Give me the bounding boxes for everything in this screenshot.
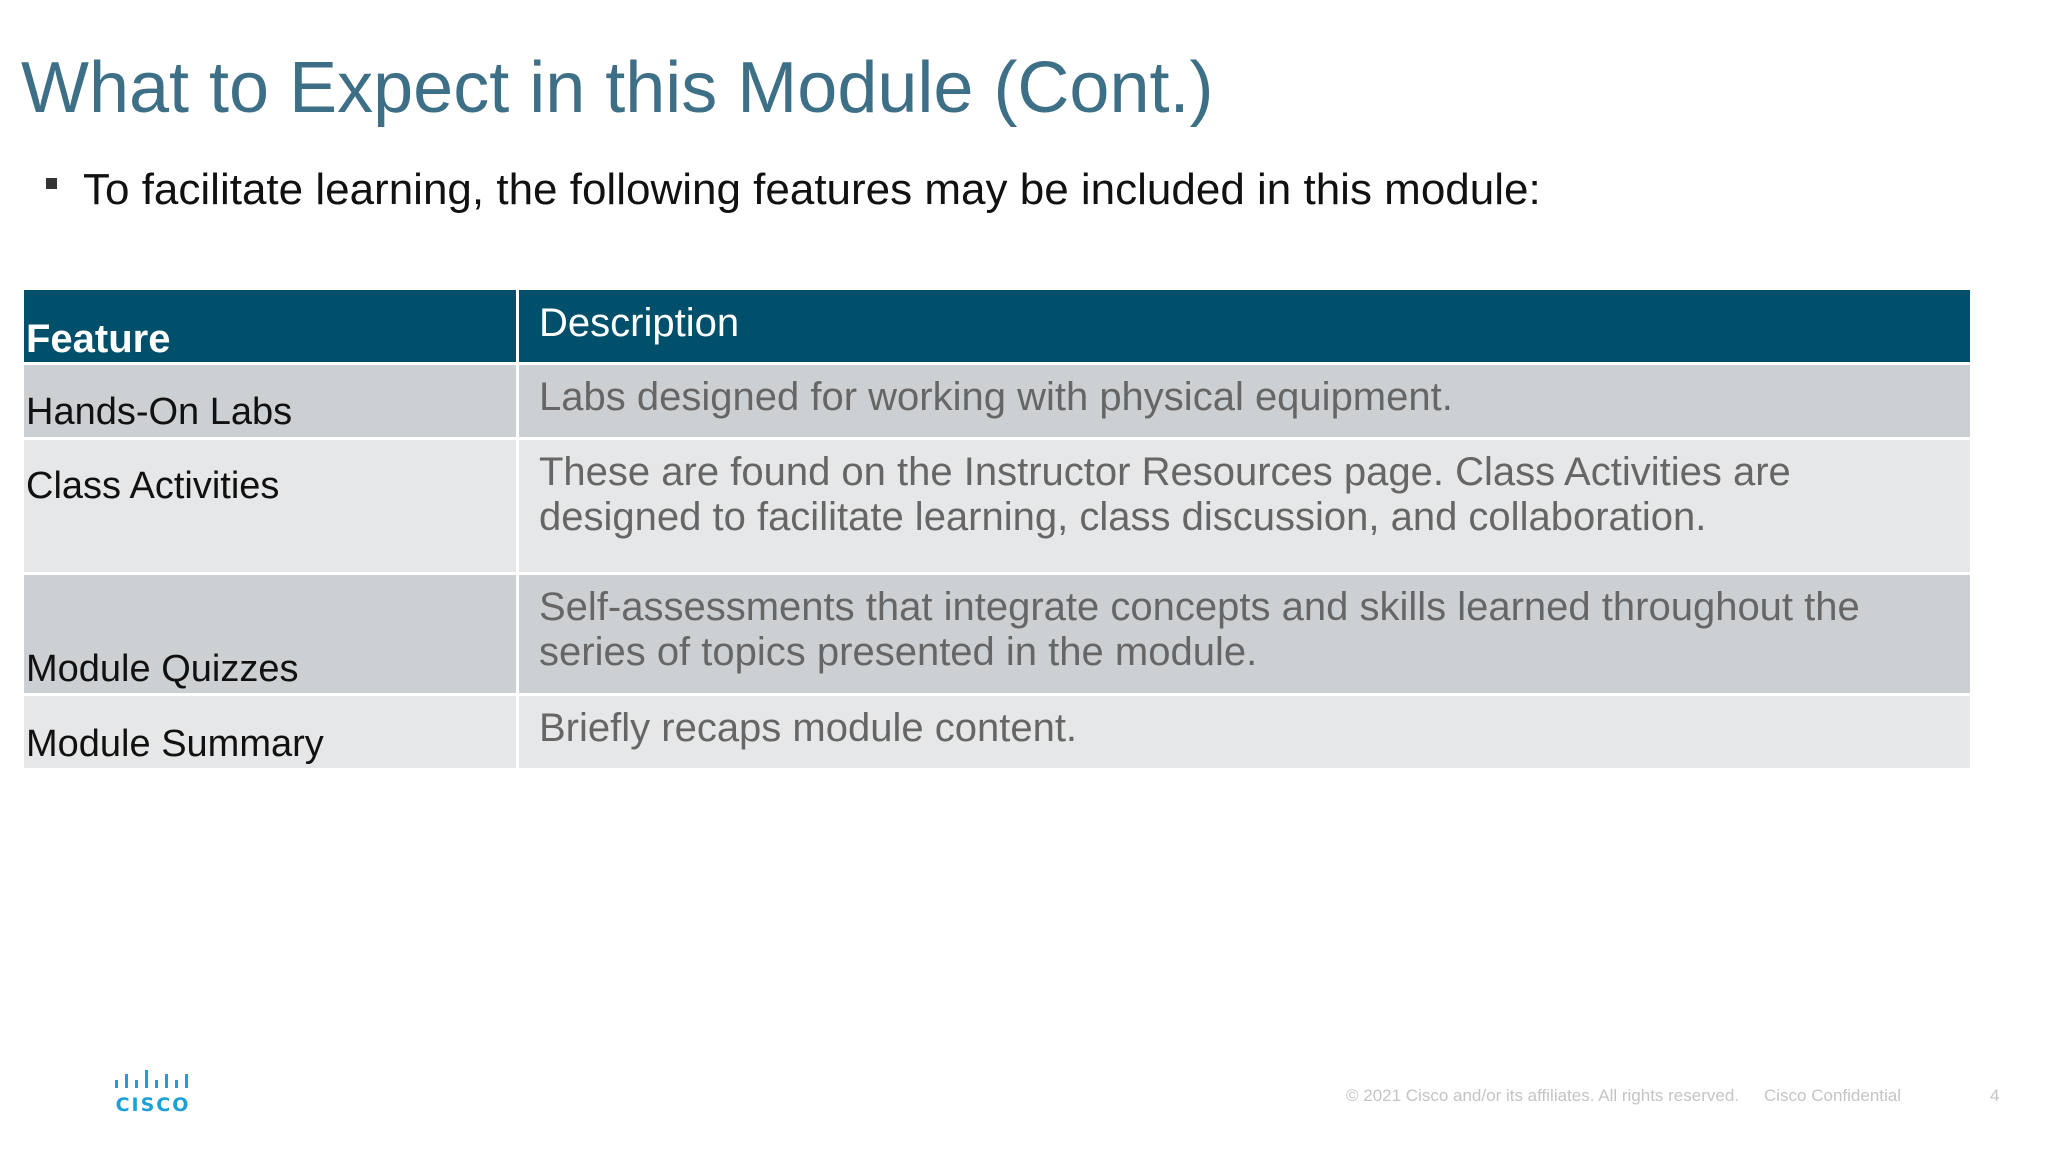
feature-cell: Module Summary (24, 696, 516, 768)
slide-title: What to Expect in this Module (Cont.) (21, 48, 1214, 128)
page-number: 4 (1990, 1086, 2000, 1105)
cisco-logo (113, 1068, 193, 1116)
description-cell: Self-assessments that integrate concepts and skills learned throughout the series of topics presented in the module. (519, 575, 1970, 693)
bullet-marker-icon (46, 178, 57, 189)
table-row (24, 696, 1970, 768)
cisco-logo-text: CISCO (115, 1094, 191, 1116)
features-table (21, 287, 1973, 771)
bullet-text: To facilitate learning, the following features may be included in this module: (83, 165, 1541, 214)
footer-copyright: © 2021 Cisco and/or its affiliates. All rights reserved. (1346, 1086, 1740, 1105)
description-cell: These are found on the Instructor Resources page. Class Activities are designed to facilitate learning, class discussion, and collaboration. (519, 440, 1970, 572)
feature-cell: Module Quizzes (24, 575, 516, 693)
description-cell: Briefly recaps module content. (519, 696, 1970, 768)
header-feature: Feature (24, 290, 516, 362)
description-cell: Labs designed for working with physical equipment. (519, 365, 1970, 437)
table-header-row (24, 290, 1970, 362)
table-row (24, 575, 1970, 693)
header-description: Description (519, 290, 1970, 362)
table-row (24, 440, 1970, 572)
table-row (24, 365, 1970, 437)
footer-confidential: Cisco Confidential (1764, 1086, 1902, 1105)
bullet-item (46, 162, 1541, 218)
cisco-bars-icon (113, 1068, 193, 1092)
feature-cell: Hands-On Labs (24, 365, 516, 437)
feature-cell: Class Activities (24, 440, 516, 572)
